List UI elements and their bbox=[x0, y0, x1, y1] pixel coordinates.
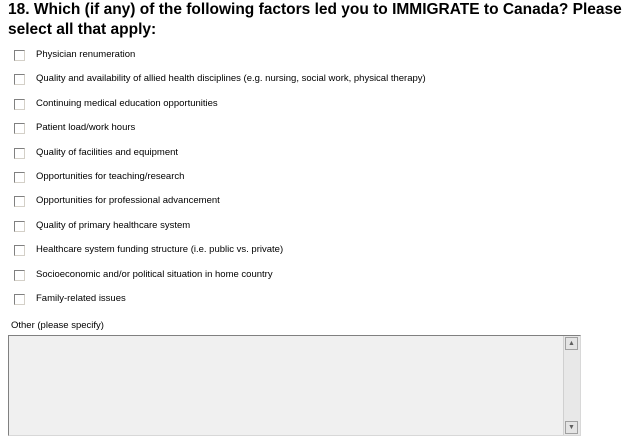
option-label: Opportunities for professional advancement bbox=[36, 195, 220, 207]
triangle-up-icon[interactable]: ▲ bbox=[565, 337, 578, 350]
other-textarea[interactable] bbox=[8, 335, 581, 436]
option-label: Healthcare system funding structure (i.e. public vs. private) bbox=[36, 244, 284, 256]
option-item[interactable] bbox=[14, 121, 426, 145]
question-title: 18. Which (if any) of the following factors led you to IMMIGRATE to Canada? Please select all that apply: bbox=[8, 1, 622, 38]
option-item[interactable] bbox=[14, 146, 426, 170]
option-item[interactable] bbox=[14, 97, 426, 121]
option-label: Continuing medical education opportunities bbox=[36, 97, 218, 109]
other-text-value[interactable] bbox=[9, 336, 563, 435]
other-label: Other (please specify) bbox=[11, 320, 104, 331]
checkbox[interactable] bbox=[14, 74, 25, 85]
option-label: Quality of facilities and equipment bbox=[36, 146, 179, 158]
option-label: Quality and availability of allied health disciplines (e.g. nursing, social work, physical therapy) bbox=[36, 73, 426, 85]
option-label: Physician renumeration bbox=[36, 49, 136, 60]
option-label: Opportunities for teaching/research bbox=[36, 170, 185, 182]
option-item[interactable] bbox=[14, 268, 426, 292]
option-item[interactable] bbox=[14, 48, 426, 72]
scrollbar[interactable] bbox=[563, 336, 580, 435]
checkbox[interactable] bbox=[14, 245, 25, 256]
checkbox[interactable] bbox=[14, 221, 25, 232]
checkbox[interactable] bbox=[14, 270, 25, 281]
option-item[interactable] bbox=[14, 219, 426, 243]
checkbox[interactable] bbox=[14, 148, 25, 159]
option-label: Socioeconomic and/or political situation in home country bbox=[36, 268, 273, 280]
option-label: Quality of primary healthcare system bbox=[36, 219, 191, 231]
option-item[interactable] bbox=[14, 243, 426, 267]
triangle-down-icon[interactable]: ▼ bbox=[565, 421, 578, 434]
option-item[interactable] bbox=[14, 292, 426, 316]
checkbox[interactable] bbox=[14, 294, 25, 305]
checkbox[interactable] bbox=[14, 99, 25, 110]
option-item[interactable] bbox=[14, 194, 426, 218]
option-label: Patient load/work hours bbox=[36, 122, 136, 134]
option-item[interactable] bbox=[14, 72, 426, 96]
checkbox[interactable] bbox=[14, 172, 25, 183]
checkbox[interactable] bbox=[14, 50, 25, 61]
options-list bbox=[14, 48, 426, 316]
checkbox[interactable] bbox=[14, 196, 25, 207]
option-item[interactable] bbox=[14, 170, 426, 194]
checkbox[interactable] bbox=[14, 123, 25, 134]
option-label: Family-related issues bbox=[36, 292, 126, 304]
